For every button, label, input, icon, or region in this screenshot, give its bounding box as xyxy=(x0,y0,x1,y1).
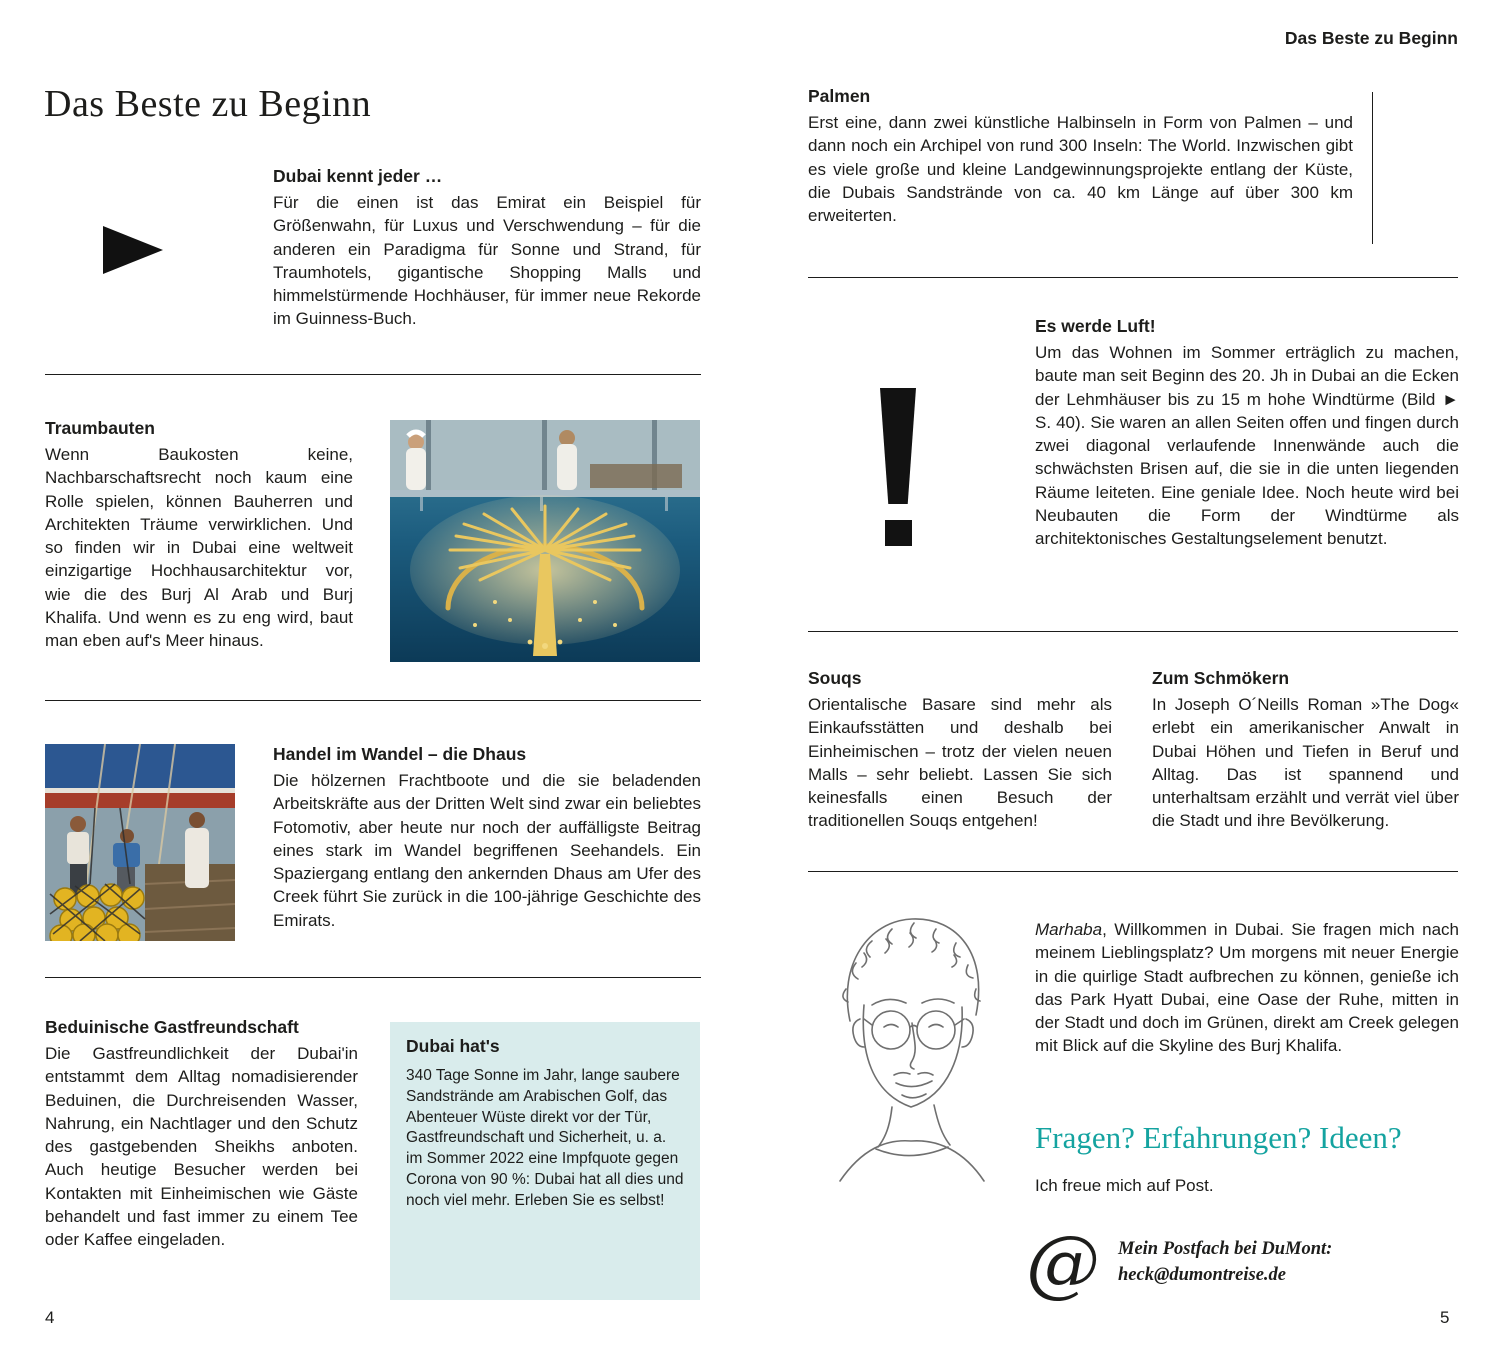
at-icon: @ xyxy=(1026,1220,1100,1306)
divider xyxy=(45,374,701,375)
schmoekern-text: In Joseph O´Neills Roman »The Dog« erlebt ein amerikanischer Anwalt in Dubai Höhen und Tiefen in Beruf und Alltag. Das ist spannend und unterhaltsam erzählt und verrät viel über die Stadt und ihre Bevölkerung. xyxy=(1152,695,1459,831)
section-zum-schmoekern xyxy=(1152,668,1459,833)
souqs-heading: Souqs xyxy=(808,668,862,688)
palm-island-model-photo-svg xyxy=(390,420,700,662)
infobox-text: 340 Tage Sonne im Jahr, lange saubere Sandstrände am Arabischen Golf, das Abenteuer Wüste direkt vor der Tür, Gastfreundschaft und Sicherheit, u. a. im Sommer 2022 eine Impfquote gegen Corona von 90 %: Dubai hat all dies und noch viel mehr. Erleben Sie es selbst! xyxy=(406,1067,684,1209)
section-es-werde-luft xyxy=(1035,316,1459,551)
marhaba-text xyxy=(1035,918,1459,1058)
traumbauten-heading: Traumbauten xyxy=(45,418,155,438)
contact-label: Mein Postfach bei DuMont: xyxy=(1118,1239,1333,1260)
play-triangle-icon xyxy=(103,226,163,274)
intro-heading: Dubai kennt jeder … xyxy=(273,166,443,186)
section-intro xyxy=(273,166,701,331)
exclamation-icon xyxy=(878,388,918,546)
divider xyxy=(808,631,1458,632)
divider xyxy=(808,871,1458,872)
gastfreundschaft-text: Die Gastfreundlichkeit der Dubai'in entstammt dem Alltag nomadisierender Beduinen, die Durchreisenden Wasser, Nahrung, ein Nachtlager und den Schutz des gastgebenden Sheikhs anboten. Auch heutige Besucher werden bei Kontakten mit Einheimischen wie Gäste behandelt und fast immer zu einem Tee oder Kaffee eingeladen. xyxy=(45,1044,358,1250)
exclamation-bar xyxy=(880,388,916,504)
divider xyxy=(45,977,701,978)
vertical-rule xyxy=(1372,92,1373,244)
page-title: Das Beste zu Beginn xyxy=(44,83,372,125)
schmoekern-heading: Zum Schmökern xyxy=(1152,668,1290,688)
contact-block xyxy=(1026,1220,1333,1306)
dhau-workers-photo-svg xyxy=(45,744,235,941)
marhaba-lead: Marhaba xyxy=(1035,920,1103,939)
dhaus-text: Die hölzernen Frachtboote und die sie beladenden Arbeitskräfte aus der Dritten Welt sind zwar ein beliebtes Fotomotiv, aber heute nur noch der auffälligste Beitrag eines stark im Wandel begriffenen Seehandels. Ein Spaziergang entlang den ankernden Dhaus am Ufer des Creek führt Sie zurück in die 100-jährige Geschichte des Emirats. xyxy=(273,771,701,930)
author-portrait-sketch xyxy=(816,893,1006,1183)
fragen-heading: Fragen? Erfahrungen? Ideen? xyxy=(1035,1120,1402,1155)
author-portrait-sketch-svg xyxy=(816,893,1006,1183)
intro-text: Für die einen ist das Emirat ein Beispiel für Größenwahn, für Luxus und Verschwendung – für die anderen ein Paradigma für Sonne und Strand, für Traumhotels, gigantische Shopping Malls und himmelstürmende Hochhäuser, für immer neue Rekorde im Guinness-Buch. xyxy=(273,193,701,329)
gastfreundschaft-heading: Beduinische Gastfreundschaft xyxy=(45,1017,299,1037)
infobox-heading: Dubai hat's xyxy=(406,1036,500,1056)
section-gastfreundschaft xyxy=(45,1017,358,1252)
infobox-dubai-hats xyxy=(390,1022,700,1300)
section-marhaba xyxy=(1035,918,1459,1058)
section-palmen xyxy=(808,86,1353,227)
palmen-text: Erst eine, dann zwei künstliche Halbinseln in Form von Palmen – und dann noch ein Archipel von rund 300 Inseln: The World. Inzwischen gibt es viele große und kleine Landgewinnungsprojekte entlang der Küste, die Dubais Sandstrände von ca. 40 km Länge auf über 300 km erweiterten. xyxy=(808,113,1353,226)
divider xyxy=(45,700,701,701)
section-traumbauten xyxy=(45,418,353,653)
marhaba-body: , Willkommen in Dubai. Sie fragen mich nach meinem Lieblingsplatz? Um morgens mit neuer Energie in die quirlige Stadt aufbrechen zu können, genieße ich das Park Hyatt Dubai, eine Oase der Ruhe, mitten in der Stadt und doch im Grünen, direkt am Creek gelegen mit Blick auf die Skyline des Burj Khalifa. xyxy=(1035,920,1459,1056)
exclamation-dot xyxy=(885,520,912,546)
luft-heading: Es werde Luft! xyxy=(1035,316,1156,336)
page-number-right: 5 xyxy=(1440,1308,1450,1327)
dhaus-heading: Handel im Wandel – die Dhaus xyxy=(273,744,527,764)
divider xyxy=(808,277,1458,278)
running-header: Das Beste zu Beginn xyxy=(1284,28,1458,48)
palm-island-model-photo xyxy=(390,420,700,662)
traumbauten-text: Wenn Baukosten keine, Nachbarschaftsrecht noch kaum eine Rolle spielen, können Bauherren und Architekten Träume verwirklichen. Und so finden wir in Dubai eine weltweit einzigartige Hochhausarchitektur vor, wie die des Burj Al Arab und Burj Khalifa. Und wenn es zu eng wird, baut man eben auf's Meer hinaus. xyxy=(45,445,353,651)
souqs-text: Orientalische Basare sind mehr als Einkaufsstätten und deshalb bei Einheimischen – trotz der vielen neuen Malls – sehr beliebt. Lassen Sie sich keinesfalls einen Besuch der traditionellen Souqs entgehen! xyxy=(808,695,1112,831)
fragen-text: Ich freue mich auf Post. xyxy=(1035,1176,1214,1195)
palmen-heading: Palmen xyxy=(808,86,871,106)
section-souqs xyxy=(808,668,1112,833)
page-number-left: 4 xyxy=(45,1308,55,1327)
dhau-workers-photo xyxy=(45,744,235,941)
contact-email: heck@dumontreise.de xyxy=(1118,1265,1287,1285)
luft-text: Um das Wohnen im Sommer erträglich zu machen, baute man seit Beginn des 20. Jh in Dubai an die Ecken der Lehmhäuser bis zu 15 m hohe Windtürme (Bild ► S. 40). Sie waren an allen Seiten offen und fingen durch zwei diagonal verlaufende Innenwände auch die schwächsten Brisen auf, die sie in die unten liegenden Räume leiteten. Eine geniale Idee. Noch heute wird bei Neubauten die Form der Windtürme als architektonisches Gestaltungselement benutzt. xyxy=(1035,343,1459,549)
section-dhaus xyxy=(273,744,701,932)
